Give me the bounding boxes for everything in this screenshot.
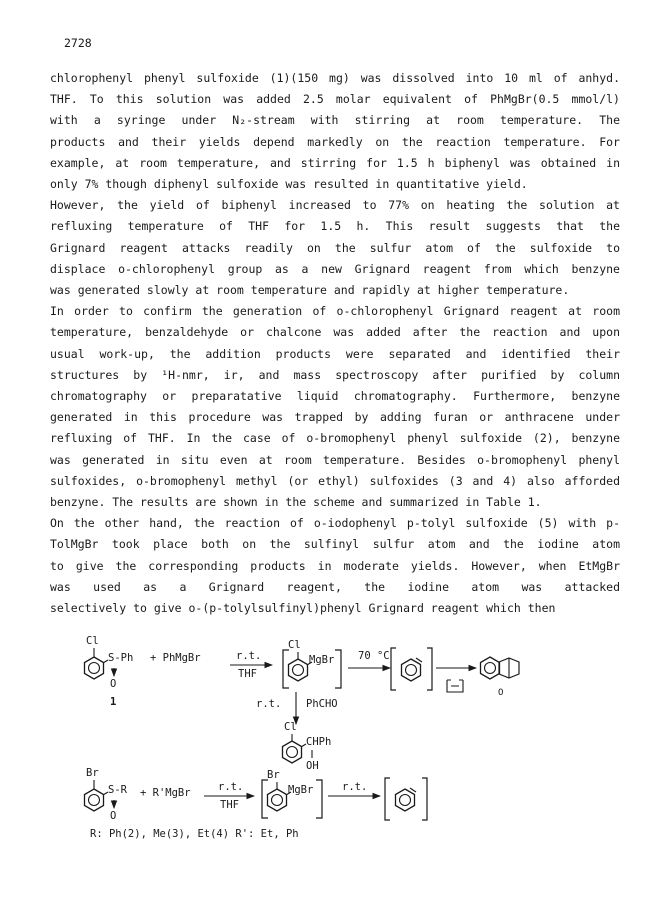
text-line: was generated slowly at room temperature and rapidly at higher temperature. [50,283,570,298]
furan-icon [447,680,463,692]
label-compound-1: 1 [110,696,117,708]
label-cl-1: Cl [86,635,99,647]
label-rt-phcho: r.t. [256,698,282,710]
benzene-ring-1 [85,657,104,679]
benzene-ring-grignard-2 [268,789,287,811]
label-br-1: Br [86,767,99,779]
label-rt-1: r.t. [236,650,262,662]
text-line: generated in this procedure was trapped by adding furan or anthracene under [50,410,620,425]
label-mgbr-2: MgBr [288,784,314,796]
body-paragraph [50,68,620,619]
label-chph: CHPh [306,736,332,748]
label-phcho: PhCHO [306,698,338,710]
label-o-1: O [110,678,117,690]
text-line: However, the yield of biphenyl increased to 77% on heating the solution at [50,198,620,213]
text-line: only 7% though diphenyl sulfoxide was resulted in quantitative yield. [50,177,528,192]
label-mgbr-1: MgBr [309,654,335,666]
text-line: sulfoxides, o-bromophenyl methyl (or ethyl) sulfoxides (3 and 4) also afforded [50,473,620,488]
page-number: 2728 [64,36,92,50]
text-line: TolMgBr took place both on the sulfinyl sulfur atom and the iodine atom [50,537,620,552]
benzene-ring-product [283,741,302,763]
label-rt-3: r.t. [342,781,368,793]
text-line: THF. To this solution was added 2.5 molar equivalent of PhMgBr(0.5 mmol/l) [50,92,620,107]
label-thf-2: THF [220,799,239,811]
benzyne-2 [396,789,415,811]
label-rt-2: r.t. [218,781,244,793]
label-rmgbr: + R'MgBr [140,787,191,799]
label-sr: S-R [108,784,127,796]
label-thf-1: THF [238,668,257,680]
label-o-2: O [110,810,117,822]
text-line: Grignard reagent attacks readily on the sulfur atom of the sulfoxide to [50,240,620,255]
label-r-legend: R: Ph(2), Me(3), Et(4) R': Et, Ph [90,828,299,840]
text-line: chromatography or preparatative liquid chromatography. Furthermore, benzyne [50,389,620,404]
benzyne-1 [402,659,421,681]
text-line: refluxing temperature of THF for 1.5 h. This result suggests that the [50,219,620,234]
text-line: In order to confirm the generation of o-chlorophenyl Grignard reagent at room [50,304,620,319]
label-phmgbr: + PhMgBr [150,652,201,664]
label-temp: 70 °C [358,650,390,662]
text-line: was generated in situ even at room temperature. Besides o-bromophenyl phenyl [50,452,620,467]
label-oh: OH [306,760,319,772]
text-line: to give the corresponding products in moderate yields. However, when EtMgBr [50,558,620,573]
label-cl-3: Cl [284,721,297,733]
label-sph: S-Ph [108,652,134,664]
benzene-ring-grignard-1 [289,659,308,681]
text-line: refluxing of THF. In the case of o-bromophenyl phenyl sulfoxide (2), benzyne [50,431,620,446]
benzene-ring-2 [85,789,104,811]
text-line: temperature, benzaldehyde or chalcone was added after the reaction and upon [50,325,620,340]
text-line: example, at room temperature, and stirring for 1.5 h biphenyl was obtained in [50,155,620,170]
text-line: products and their yields depend markedly on the reaction temperature. For [50,134,620,149]
label-adduct-o: O [498,688,504,698]
text-line: structures by ¹H-nmr, ir, and mass spectroscopy after purified by column [50,367,620,382]
text-line: chlorophenyl phenyl sulfoxide (1)(150 mg) was dissolved into 10 ml of anhyd. [50,71,620,85]
label-cl-2: Cl [288,639,301,651]
text-line: benzyne. The results are shown in the scheme and summarized in Table 1. [50,495,542,510]
text-line: selectively to give o-(p-tolylsulfinyl)phenyl Grignard reagent which then [50,601,556,616]
adduct-ring-a [481,657,500,679]
text-line: displace o-chlorophenyl group as a new Grignard reagent from which benzyne [50,261,620,276]
text-line: On the other hand, the reaction of o-iodophenyl p-tolyl sulfoxide (5) with p- [50,516,620,531]
text-line: was used as a Grignard reagent, the iodine atom was attacked [50,579,620,594]
text-line: usual work-up, the addition products were separated and identified their [50,346,620,361]
text-line: with a syringe under N₂-stream with stirring at room temperature. The [50,113,620,128]
label-br-2: Br [267,769,280,781]
reaction-scheme [80,630,600,870]
